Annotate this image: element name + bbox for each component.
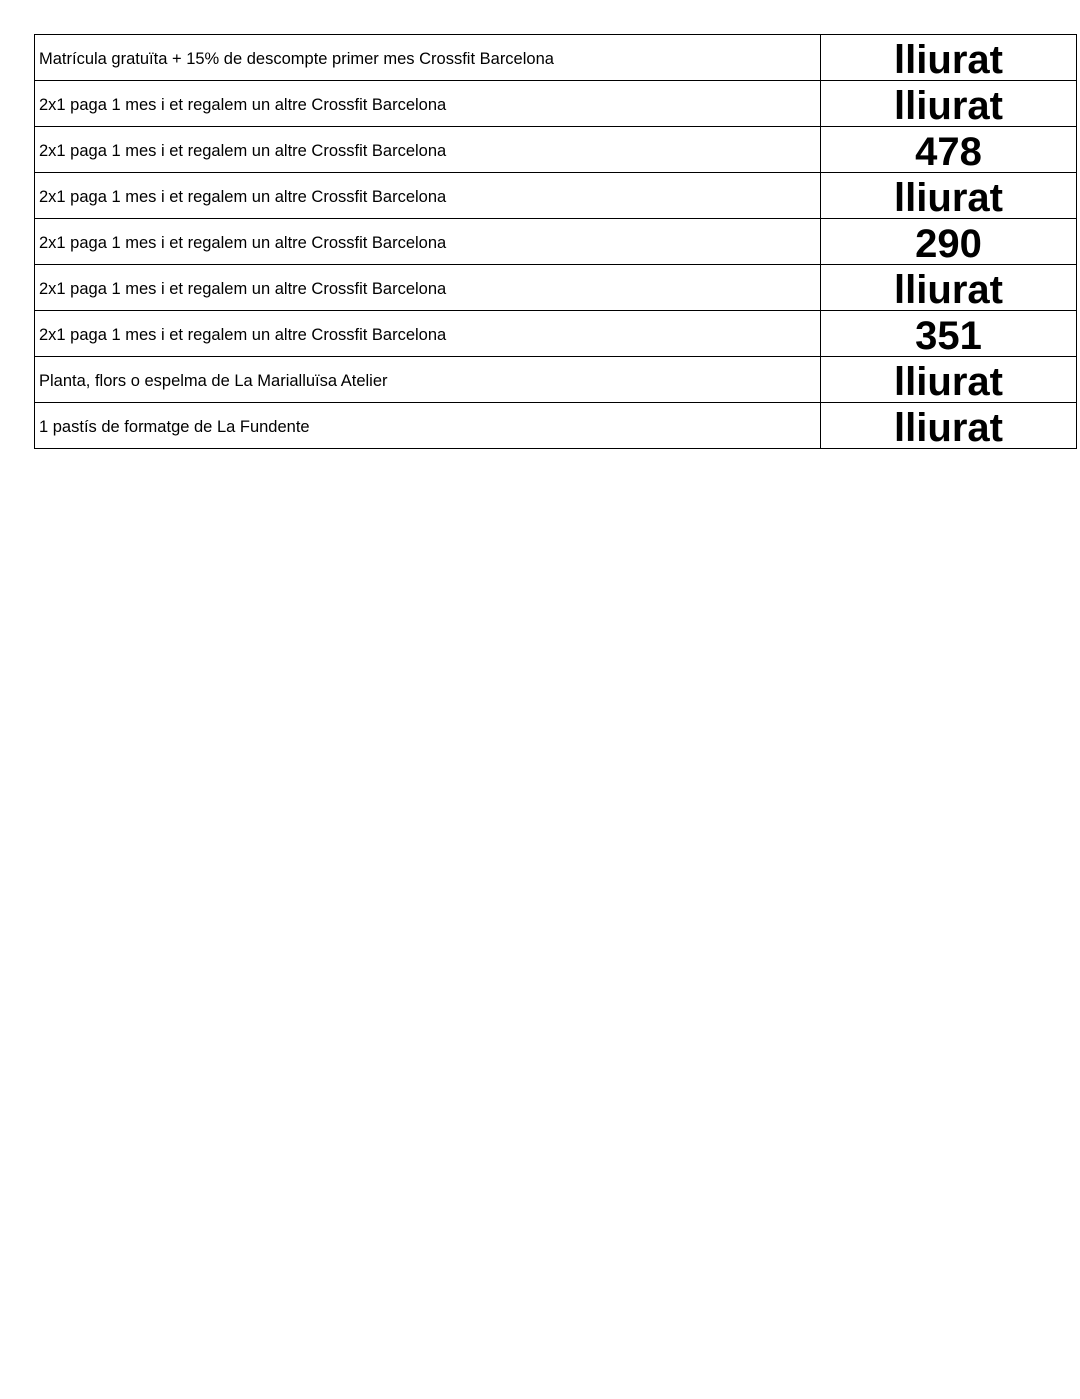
prize-status: lliurat <box>821 81 1077 127</box>
table-row <box>35 357 1077 403</box>
prize-description: 1 pastís de formatge de La Fundente <box>35 403 821 449</box>
table-row <box>35 403 1077 449</box>
table-row <box>35 127 1077 173</box>
table-row <box>35 173 1077 219</box>
prize-description: Planta, flors o espelma de La Marialluïsa Atelier <box>35 357 821 403</box>
prize-description: 2x1 paga 1 mes i et regalem un altre Crossfit Barcelona <box>35 265 821 311</box>
prize-status: lliurat <box>821 173 1077 219</box>
table-row <box>35 81 1077 127</box>
prize-status: lliurat <box>821 357 1077 403</box>
table-row <box>35 219 1077 265</box>
prize-status: 290 <box>821 219 1077 265</box>
prize-status: lliurat <box>821 265 1077 311</box>
prize-status: lliurat <box>821 403 1077 449</box>
prize-description: Matrícula gratuïta + 15% de descompte primer mes Crossfit Barcelona <box>35 35 821 81</box>
table-row <box>35 311 1077 357</box>
prize-description: 2x1 paga 1 mes i et regalem un altre Crossfit Barcelona <box>35 219 821 265</box>
table-row <box>35 265 1077 311</box>
prize-description: 2x1 paga 1 mes i et regalem un altre Crossfit Barcelona <box>35 127 821 173</box>
prize-description: 2x1 paga 1 mes i et regalem un altre Crossfit Barcelona <box>35 173 821 219</box>
prize-table-body <box>35 35 1077 449</box>
prize-description: 2x1 paga 1 mes i et regalem un altre Crossfit Barcelona <box>35 311 821 357</box>
prize-status: 478 <box>821 127 1077 173</box>
prize-status: lliurat <box>821 35 1077 81</box>
prize-table <box>34 34 1077 449</box>
table-row <box>35 35 1077 81</box>
prize-status: 351 <box>821 311 1077 357</box>
prize-description: 2x1 paga 1 mes i et regalem un altre Crossfit Barcelona <box>35 81 821 127</box>
